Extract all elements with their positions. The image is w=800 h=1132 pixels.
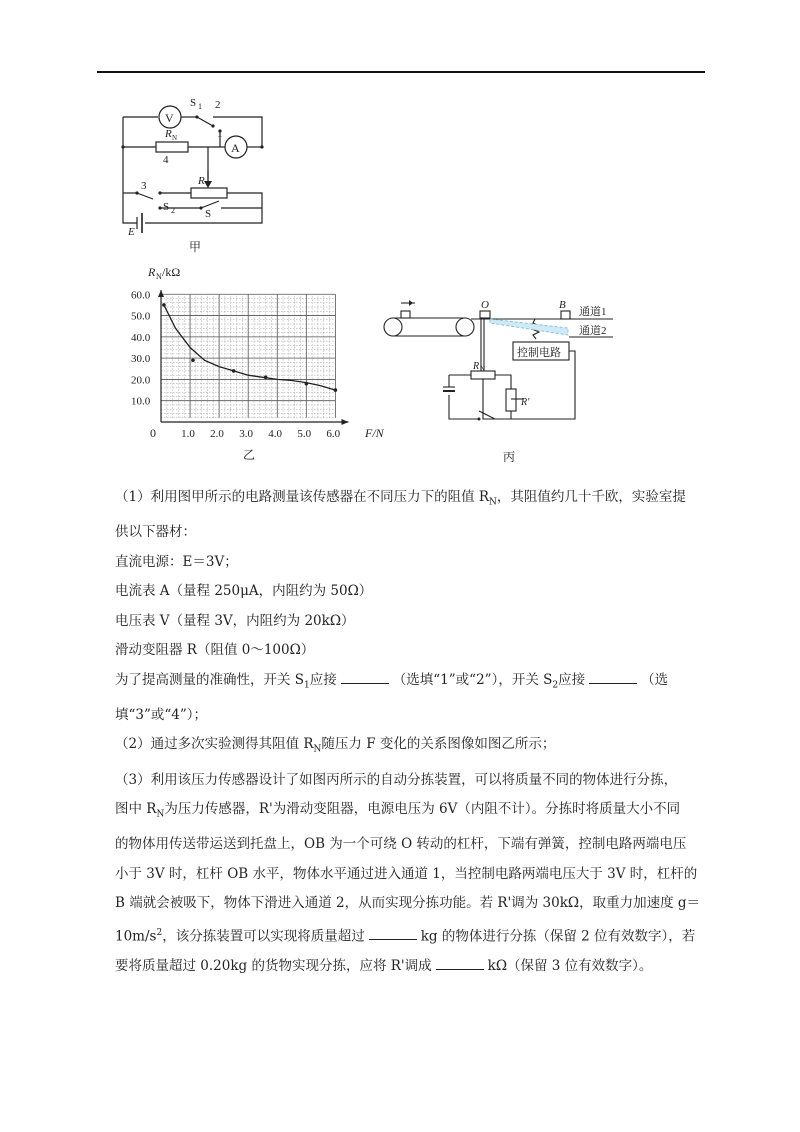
data-point xyxy=(264,375,268,379)
line-10: （3）利用该压力传感器设计了如图丙所示的自动分拣装置，可以将质量不同的物体进行分拣， xyxy=(115,771,678,788)
line-4: 电流表 A（量程 250μA，内阻约为 50Ω） xyxy=(115,583,373,600)
y-tick-label: 30.0 xyxy=(131,353,151,366)
line-8: 填“3”或“4”）； xyxy=(115,706,208,723)
line-1: （1）利用图甲所示的电路测量该传感器在不同压力下的阻值 $R_N$，其阻值约几十千欧，实验室提 xyxy=(115,489,686,508)
line-13: 小于 3V 时，杠杆 OB 水平，物体水平通过进入通道 1，当控制电路两端电压大于 3V 时，杠杆的 xyxy=(115,865,698,882)
s2-label: S xyxy=(163,201,170,213)
line-9: （2）通过多次实验测得其阻值 $R_N$随压力 F 变化的关系图像如图乙所示； xyxy=(115,736,556,756)
answer-blank-mass[interactable] xyxy=(369,928,417,940)
terminal-2-label: 2 xyxy=(215,99,221,111)
line-12: 的物体用传送带运送到托盘上，OB 为一个可绕 O 转动的杠杆，下端有弹簧，控制电路两端电压 xyxy=(115,836,687,853)
line-14: B 端就会被吸下，物体下滑进入通道 2，从而实现分拣功能。若 R'调为 30kΩ，取重力加速度 g＝ xyxy=(115,895,701,912)
ammeter-label: A xyxy=(231,141,240,155)
rheostat-label: R xyxy=(198,175,205,187)
x-tick-label: 1.0 xyxy=(181,428,195,440)
x-tick-label: 5.0 xyxy=(297,428,312,440)
y-tick-label: 60.0 xyxy=(131,289,151,302)
line-11: 图中 $R_N$为压力传感器，R'为滑动变阻器，电源电压为 6V（内阻不计）。分拣时将质量大小不同 xyxy=(115,801,681,820)
y-axis-arrow xyxy=(158,290,164,297)
rn-sub: N xyxy=(172,134,178,142)
circuit-diagram-jia xyxy=(115,95,275,255)
data-point xyxy=(191,358,195,362)
data-point xyxy=(232,369,236,373)
caption-bing: 丙 xyxy=(503,450,516,464)
x-tick-label: 3.0 xyxy=(239,428,253,440)
sorting-device-bing xyxy=(383,295,613,465)
line-6: 滑动变阻器 R（阻值 0～100Ω） xyxy=(115,642,315,659)
emf-label: E xyxy=(128,226,135,238)
sensor-rn-sub: N xyxy=(480,365,486,373)
data-point xyxy=(305,382,309,386)
terminal-3-label: 3 xyxy=(141,180,147,192)
y-tick-label: 40.0 xyxy=(131,331,151,344)
x-axis-arrow xyxy=(341,419,348,425)
question-text xyxy=(115,483,705,981)
pivot-o-label: O xyxy=(481,299,489,311)
data-point xyxy=(162,303,166,307)
terminal-1-label: 1 xyxy=(217,128,223,140)
terminal-4-label: 4 xyxy=(163,154,169,166)
s1-sub: 1 xyxy=(198,102,202,111)
x-tick-label: 6.0 xyxy=(326,428,341,440)
answer-blank-s2[interactable] xyxy=(589,672,637,684)
s1-label: S xyxy=(190,97,197,109)
chart-ylabel-unit: /kΩ xyxy=(162,265,181,279)
x-tick-label: 2.0 xyxy=(210,428,224,440)
lever-b-label: B xyxy=(559,299,566,311)
caption-yi: 乙 xyxy=(243,448,256,462)
series-line xyxy=(164,305,336,390)
y-tick-label: 50.0 xyxy=(131,310,151,323)
caption-jia: 甲 xyxy=(189,240,202,254)
line-16: 要将质量超过 0.20kg 的货物实现分拣，应将 R'调成 kΩ（保留 3 位有效数字）。 xyxy=(115,957,653,974)
sensor-rn-label: R xyxy=(473,361,480,372)
y-tick-label: 10.0 xyxy=(131,395,151,408)
x-tick-label: 4.0 xyxy=(268,428,282,440)
top-rule xyxy=(97,71,705,73)
channel-2-label: 通道2 xyxy=(579,325,607,337)
answer-blank-resistance[interactable] xyxy=(436,958,484,970)
line-3: 直流电源：E＝3V； xyxy=(115,553,238,570)
s2-sub: 2 xyxy=(171,206,175,215)
chart-ylabel-sub: N xyxy=(156,272,162,281)
chart-xlabel: F/N xyxy=(365,426,384,440)
line-7: 为了提高测量的准确性，开关 $S_1$应接 （选填“1”或“2”），开关 $S_2$应接 （选 xyxy=(115,671,669,691)
line-5: 电压表 V（量程 3V，内阻约为 20kΩ） xyxy=(115,612,355,629)
rprime-label: R′ xyxy=(521,397,530,408)
s-label: S xyxy=(205,208,212,220)
line-15: $10m/s^2$，该分拣装置可以实现将质量超过 kg 的物体进行分拣（保留 2 位有效数字），若 xyxy=(115,927,696,945)
answer-blank-s1[interactable] xyxy=(341,672,389,684)
channel-1-label: 通道1 xyxy=(579,306,607,318)
voltmeter-label: V xyxy=(165,111,174,125)
line-2: 供以下器材： xyxy=(115,524,196,541)
chart-origin: 0 xyxy=(150,426,156,440)
rn-label: R xyxy=(165,128,172,140)
y-tick-label: 20.0 xyxy=(131,374,151,387)
control-circuit-label: 控制电路 xyxy=(517,347,561,359)
chart-yi xyxy=(115,262,405,462)
chart-ylabel: R xyxy=(148,265,156,279)
data-point xyxy=(334,388,338,392)
